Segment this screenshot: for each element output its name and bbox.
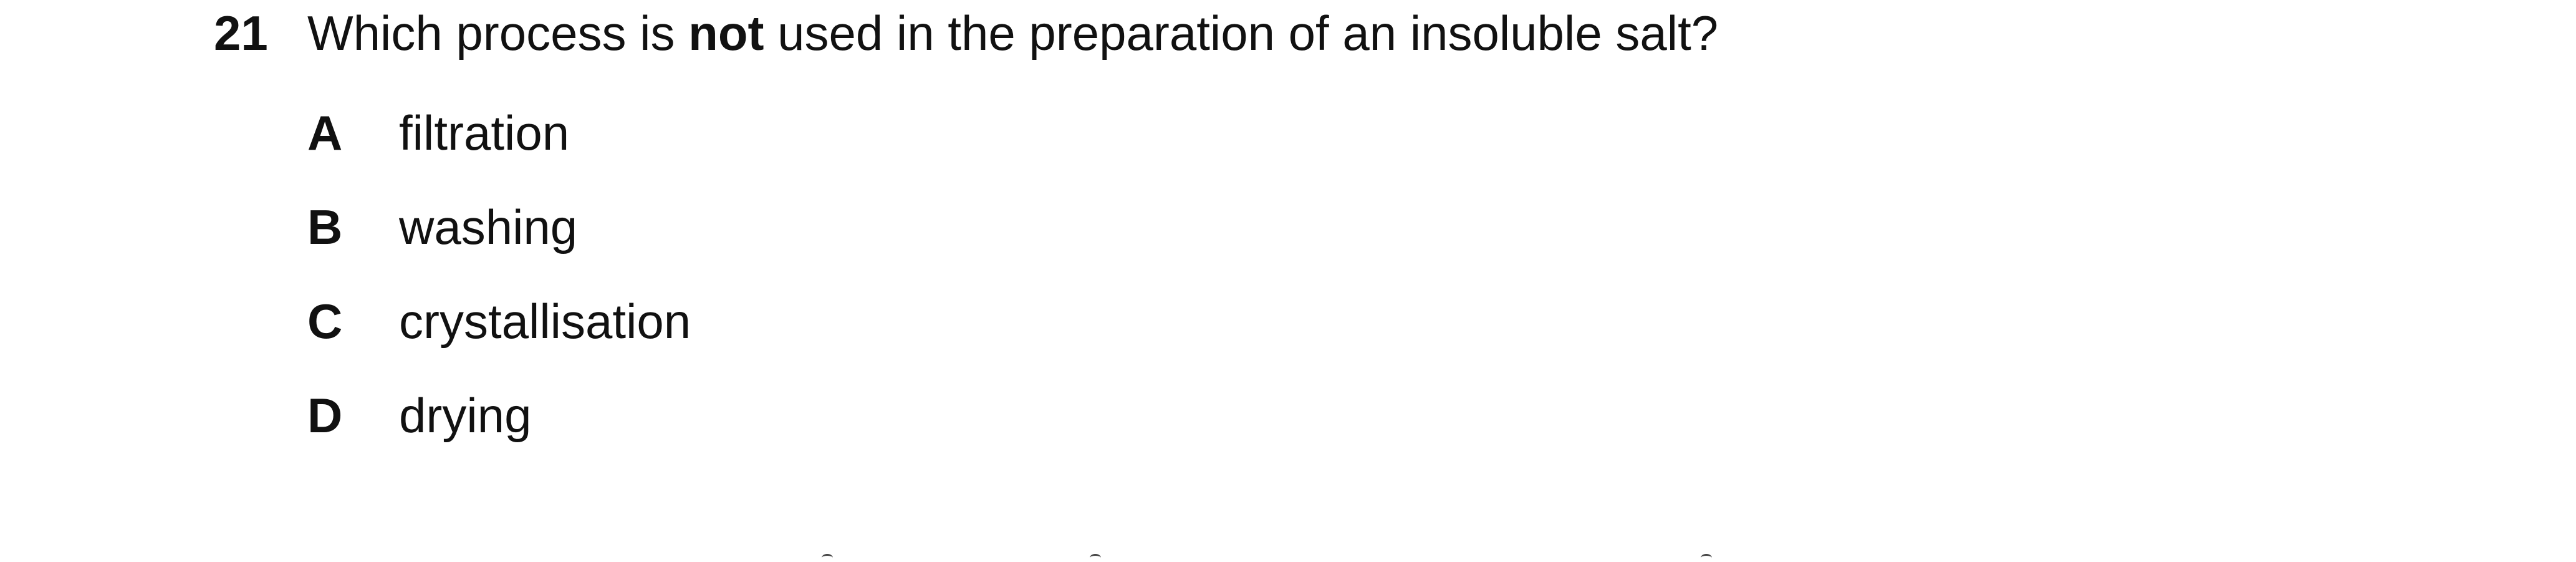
option-text: crystallisation [399,294,691,349]
option-b[interactable] [307,197,691,291]
scan-mark [1090,554,1101,562]
scan-mark [822,554,833,562]
option-text: filtration [399,105,570,160]
option-letter: A [307,105,343,160]
question-text [307,3,1718,63]
option-letter: D [307,388,343,443]
option-d[interactable] [307,385,691,480]
question-text-emphasis: not [688,6,764,61]
option-text: drying [399,388,532,443]
question-text-before: Which process is [307,6,689,61]
question-21 [214,3,1718,63]
option-letter: B [307,200,343,254]
answer-options [307,103,691,480]
option-c[interactable] [307,291,691,385]
option-text: washing [399,200,578,254]
question-text-after: used in the preparation of an insoluble salt? [764,6,1719,61]
option-letter: C [307,294,343,349]
scan-mark [1701,554,1712,562]
question-number: 21 [214,6,268,61]
option-a[interactable] [307,103,691,197]
